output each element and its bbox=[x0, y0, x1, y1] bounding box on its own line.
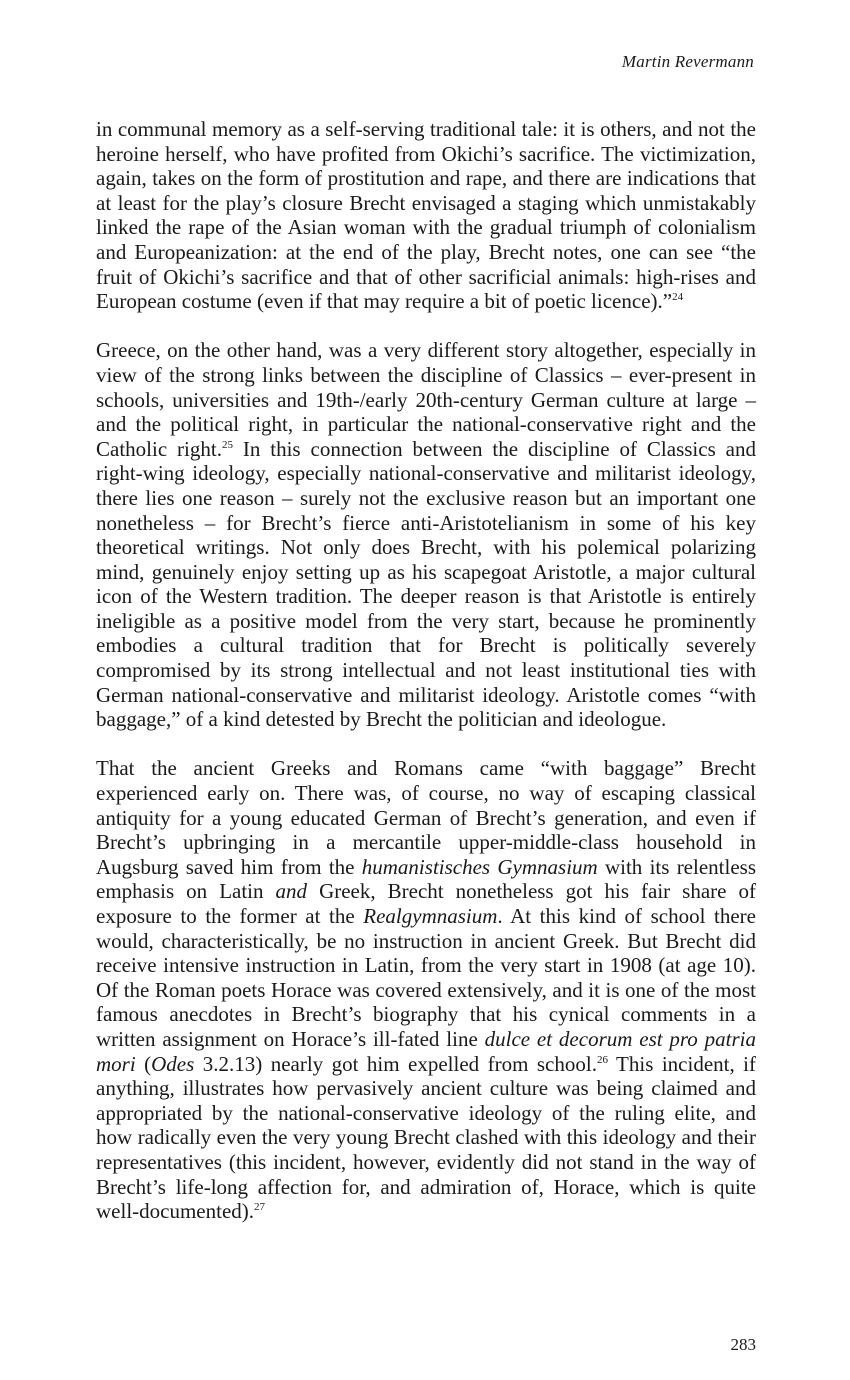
text-run: ( bbox=[135, 1051, 152, 1076]
italic-term: humanistisches Gymnasium bbox=[361, 854, 598, 879]
text-run: Greece, on the other hand, was a very different story altogether, especially in view of the strong links between the discipline of Classics – ever-present in schools, universities and 19th-/early 20th-century German culture at large – and the political right, in particular the national-conservative right and the Catholic right. bbox=[96, 338, 756, 461]
footnote-ref: 24 bbox=[672, 291, 684, 304]
paragraph bbox=[96, 338, 756, 732]
italic-term: dulce et decorum est pro patria mori bbox=[96, 1026, 756, 1076]
page-number: 283 bbox=[730, 1335, 756, 1354]
italic-term: Odes bbox=[151, 1051, 195, 1076]
text-run: This incident, if anything, illustrates how pervasively ancient culture was being claimed and appropriated by the national-conservative ideology of the ruling elite, and how radically even the very young Brecht clashed with this ideology and their representatives (this incident, however, evidently did not stand in the way of Brecht’s life-long affection for, and admiration of, Horace, which is quite well-documented). bbox=[96, 1051, 756, 1224]
paragraph bbox=[96, 117, 756, 314]
text-run: with its relentless emphasis on Latin bbox=[96, 854, 756, 904]
text-run: . At this kind of school there would, characteristically, be no instruction in ancient Greek. But Brecht did receive intensive instruction in Latin, from the very start in 1908 (at age 10). Of the Roman poets Horace was covered extensively, and it is one of the most famous anecdotes in Brecht’s biography that his cynical comments in a written assignment on Horace’s ill-fated line bbox=[96, 904, 756, 1051]
footnote-ref: 25 bbox=[221, 438, 233, 451]
text-run: That the ancient Greeks and Romans came “with baggage” Brecht experienced early on. There was, of course, no way of escaping classical antiquity for a young educated German of Brecht’s generation, and even if Brecht’s upbringing in a mercantile upper-middle-class household in Augsburg saved him from the bbox=[96, 756, 756, 879]
body-text bbox=[96, 117, 756, 1224]
footnote-ref: 26 bbox=[596, 1053, 608, 1066]
running-head: Martin Revermann bbox=[621, 52, 754, 71]
text-run: 3.2.13) nearly got him expelled from school. bbox=[194, 1051, 597, 1076]
italic-term: and bbox=[275, 879, 308, 904]
italic-term: Realgymnasium bbox=[363, 904, 498, 928]
text-run: in communal memory as a self-serving traditional tale: it is others, and not the heroine herself, who have profited from Okichi’s sacrifice. The victimization, again, takes on the form of prostitution and rape, and there are indications that at least for the play’s closure Brecht envisaged a staging which unmistakably linked the rape of the Asian woman with the gradual triumph of colonialism and Europeanization: at the end of the play, Brecht notes, one can see “the fruit of Okichi’s sacrifice and that of other sacrificial animals: high-rises and European costume (even if that may require a bit of poetic licence).” bbox=[96, 117, 756, 314]
text-run: In this connection between the discipline of Classics and right-wing ideology, especially national-conservative and militarist ideology, there lies one reason – surely not the exclusive reason but an important one nonetheless – for Brecht’s fierce anti-Aristotelianism in some of his key theoretical writings. Not only does Brecht, with his polemical polarizing mind, genuinely enjoy setting up as his scapegoat Aristotle, a major cultural icon of the Western tradition. The deeper reason is that Aristotle is entirely ineligible as a positive model from the very start, because he prominently embodies a cultural tradition that for Brecht is politically severely compromised by its strong intellectual and not least institutional ties with German national-conservative and militarist ideology. Aristotle comes “with baggage,” of a kind detested by Brecht the politician and ideologue. bbox=[96, 436, 756, 732]
paragraph bbox=[96, 756, 756, 1223]
text-run: Greek, Brecht nonetheless got his fair share of exposure to the former at the bbox=[96, 879, 756, 928]
footnote-ref: 27 bbox=[254, 1201, 266, 1214]
